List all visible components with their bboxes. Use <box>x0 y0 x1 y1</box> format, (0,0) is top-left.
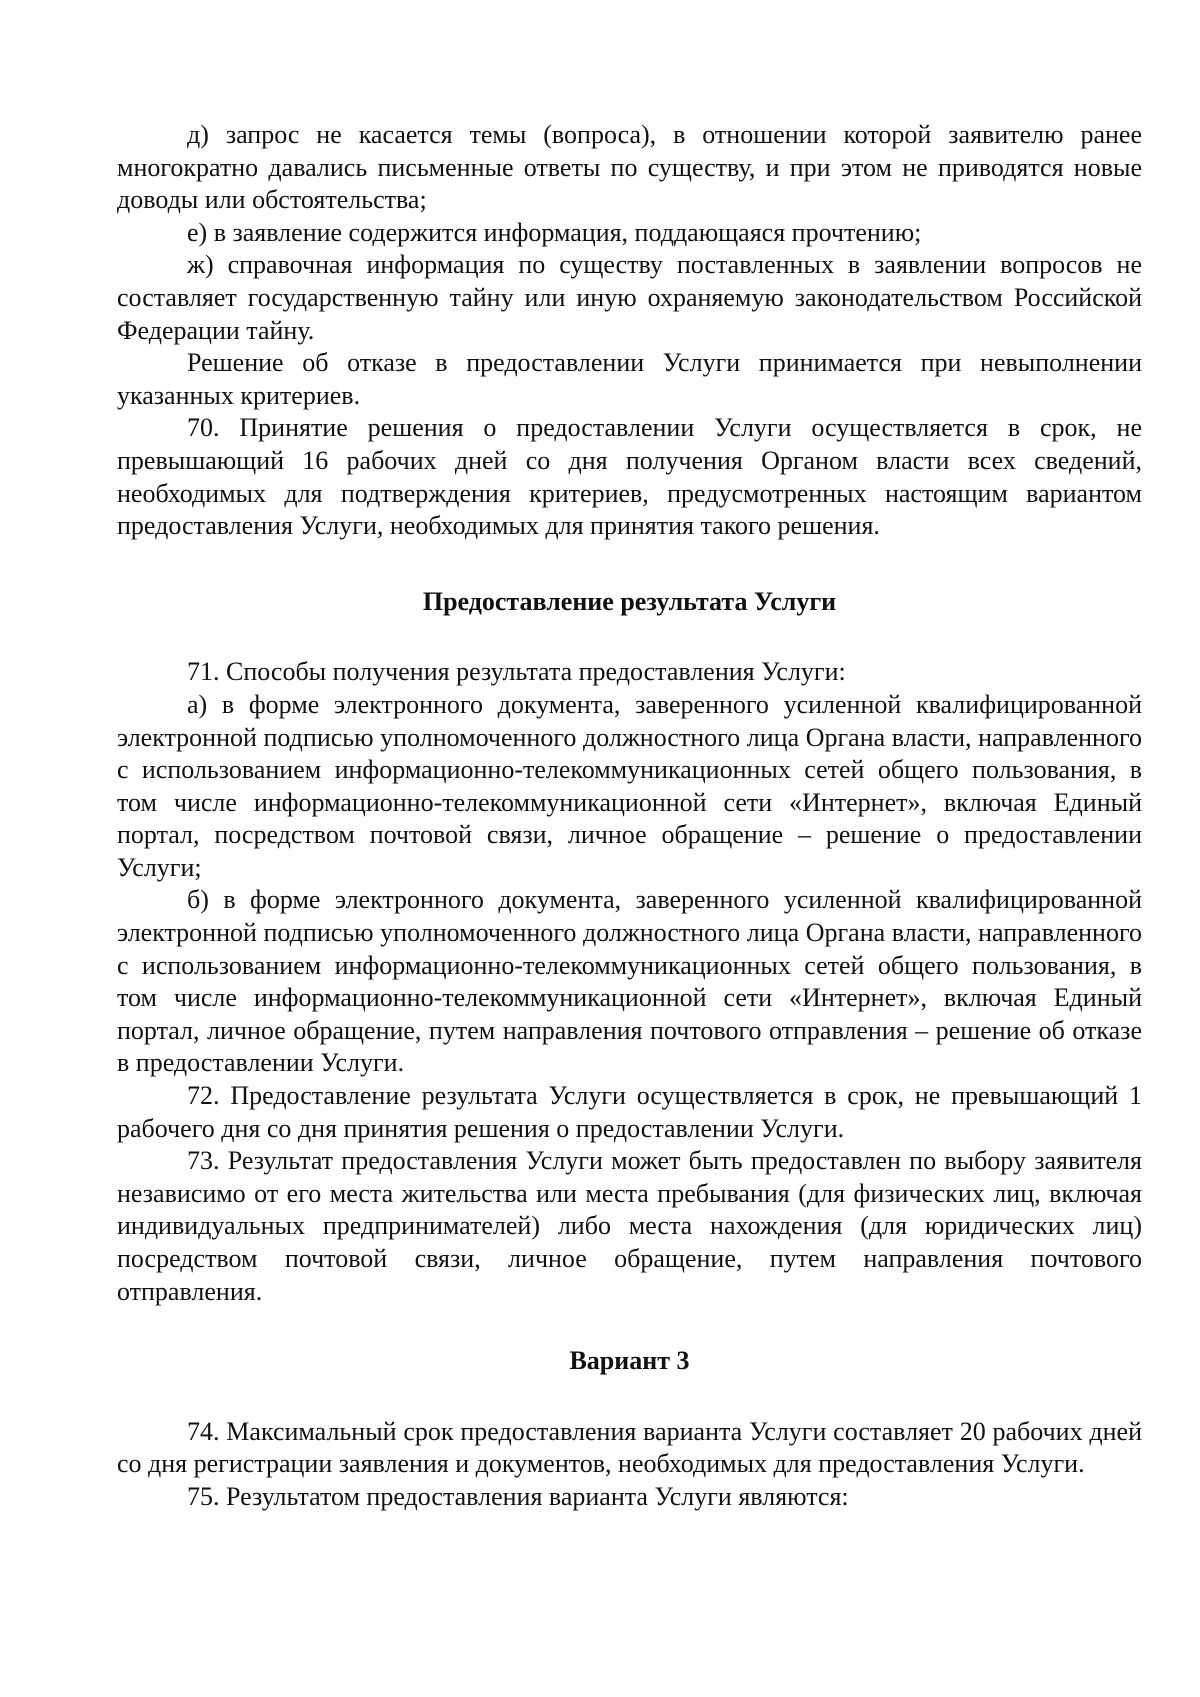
section-heading: Предоставление результата Услуги <box>422 586 837 616</box>
paragraph: Решение об отказе в предоставлении Услуги принимается при невыполнении указанных критериев. <box>117 348 1142 410</box>
paragraph: д) запрос не касается темы (вопроса), в отношении которой заявителю ранее многократно давались письменные ответы по существу, и при этом не приводятся новые доводы или обстоятельства; <box>117 120 1142 215</box>
paragraph: 71. Способы получения результата предоставления Услуги: <box>187 657 846 687</box>
paragraph: ж) справочная информация по существу поставленных в заявлении вопросов не составляет государственную тайну или иную охраняемую законодательством Российской Федерации тайну. <box>117 250 1142 345</box>
paragraph: 74. Максимальный срок предоставления варианта Услуги составляет 20 рабочих дней со дня регистрации заявления и документов, необходимых для предоставления Услуги. <box>117 1416 1142 1479</box>
paragraph: е) в заявление содержится информация, поддающаяся прочтению; <box>187 217 922 247</box>
paragraph: 73. Результат предоставления Услуги может быть предоставлен по выбору заявителя независимо от его места жительства или места пребывания (для физических лиц, включая индивидуальных предпринимателей) либо места нахождения (для юридических лиц) посредством почтовой связи, личное обращение, путем направления почтового отправления. <box>117 1146 1142 1306</box>
paragraph: б) в форме электронного документа, заверенного усиленной квалифицированной электронной подписью уполномоченного должностного лица Органа власти, направленного с использованием информационно-телекоммуникационных сетей общего пользования, в том числе информационно-телекоммуникационной сети «Интернет», включая Единый портал, личное обращение, путем направления почтового отправления – решение об отказе в предоставлении Услуги. <box>117 885 1142 1078</box>
section-heading: Вариант 3 <box>569 1346 690 1376</box>
paragraph: 75. Результатом предоставления варианта Услуги являются: <box>187 1481 849 1511</box>
paragraph: 70. Принятие решения о предоставлении Услуги осуществляется в срок, не превышающий 16 рабочих дней со дня получения Органом власти всех сведений, необходимых для подтверждения критериев, предусмотренных настоящим вариантом предоставления Услуги, необходимых для принятия такого решения. <box>117 413 1142 541</box>
paragraph: 72. Предоставление результата Услуги осуществляется в срок, не превышающий 1 рабочего дня со дня принятия решения о предоставлении Услуги. <box>117 1081 1142 1143</box>
document-body <box>117 119 1142 1514</box>
paragraph: а) в форме электронного документа, заверенного усиленной квалифицированной электронной подписью уполномоченного должностного лица Органа власти, направленного с использованием информационно-телекоммуникационных сетей общего пользования, в том числе информационно-телекоммуникационной сети «Интернет», включая Единый портал, посредством почтовой связи, личное обращение – решение о предоставлении Услуги; <box>117 689 1142 882</box>
